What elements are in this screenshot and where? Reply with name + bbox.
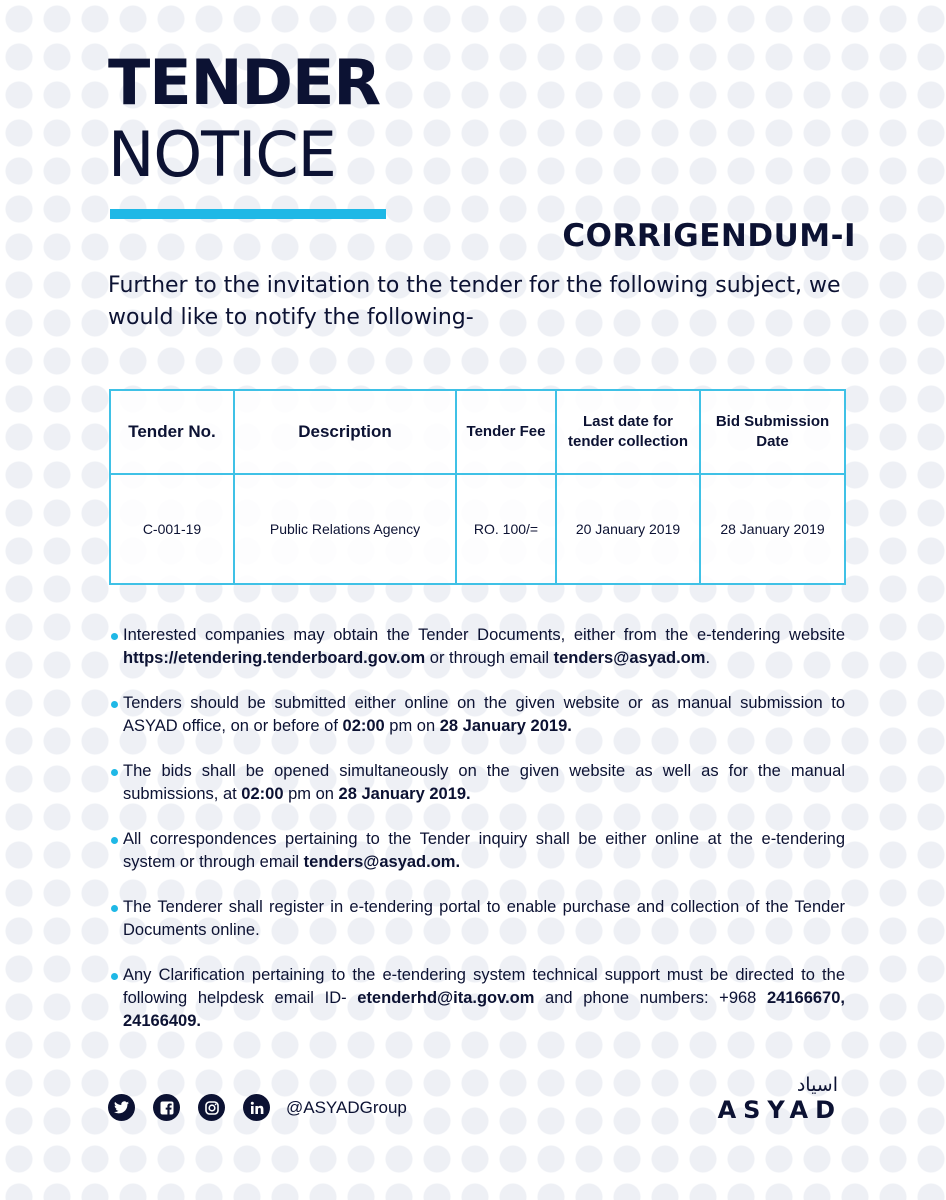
logo-latin-text: ASYAD [717, 1096, 842, 1124]
header-tender-no: Tender No. [110, 390, 234, 474]
header-bid-submission: Bid Submission Date [700, 390, 845, 474]
bullet-dot-icon [111, 973, 118, 980]
tender-table [109, 389, 846, 585]
title-underline [110, 209, 386, 219]
facebook-icon[interactable] [153, 1094, 180, 1121]
title-tender: TENDER [108, 46, 381, 119]
cell-last-date: 20 January 2019 [556, 474, 700, 584]
list-item: The Tenderer shall register in e-tendering portal to enable purchase and collection of the Tender Documents online. [110, 896, 845, 942]
cell-tender-no: C-001-19 [110, 474, 234, 584]
bullet-dot-icon [111, 769, 118, 776]
correspondence-email-link[interactable]: tenders@asyad.om. [303, 853, 461, 871]
table-row [110, 474, 845, 584]
logo-arabic-text: اسياد [796, 1074, 838, 1096]
social-handle[interactable]: @ASYADGroup [286, 1097, 407, 1117]
bullet-dot-icon [111, 837, 118, 844]
cell-bid-submission: 28 January 2019 [700, 474, 845, 584]
list-item: Interested companies may obtain the Tender Documents, either from the e-tendering website https://etendering.tenderboard.gov.om or through email tenders@asyad.om. [110, 624, 845, 670]
bullet-dot-icon [111, 701, 118, 708]
list-item: Any Clarification pertaining to the e-tendering system technical support must be directed to the following helpdesk email ID- etenderhd@ita.gov.om and phone numbers: +968 24166670, 24166409. [110, 964, 845, 1033]
table-header-row [110, 390, 845, 474]
title-notice: NOTICE [108, 118, 336, 191]
header-description: Description [234, 390, 456, 474]
list-item: All correspondences pertaining to the Tender inquiry shall be either online at the e-tendering system or through email tenders@asyad.om. [110, 828, 845, 874]
header-last-date: Last date for tender collection [556, 390, 700, 474]
notice-bullets [110, 624, 845, 1055]
cell-description: Public Relations Agency [234, 474, 456, 584]
social-links [108, 1094, 407, 1121]
twitter-icon[interactable] [108, 1094, 135, 1121]
helpdesk-email-link[interactable]: etenderhd@ita.gov.om [357, 989, 535, 1007]
cell-tender-fee: RO. 100/= [456, 474, 556, 584]
list-item: The bids shall be opened simultaneously on the given website as well as for the manual submissions, at 02:00 pm on 28 January 2019. [110, 760, 845, 806]
linkedin-icon[interactable] [243, 1094, 270, 1121]
tender-email-link[interactable]: tenders@asyad.om [553, 649, 706, 667]
bullet-dot-icon [111, 905, 118, 912]
instagram-icon[interactable] [198, 1094, 225, 1121]
bullet-dot-icon [111, 633, 118, 640]
intro-paragraph: Further to the invitation to the tender for the following subject, we would like to notify the following- [108, 273, 841, 330]
helpdesk-phones: 24166670, 24166409. [123, 989, 845, 1030]
header-tender-fee: Tender Fee [456, 390, 556, 474]
list-item: Tenders should be submitted either online on the given website or as manual submission to ASYAD office, on or before of 02:00 pm on 28 January 2019. [110, 692, 845, 738]
corrigendum-heading: CORRIGENDUM-I [562, 218, 856, 254]
tender-website-link[interactable]: https://etendering.tenderboard.gov.om [123, 649, 426, 667]
asyad-logo [672, 1074, 842, 1134]
